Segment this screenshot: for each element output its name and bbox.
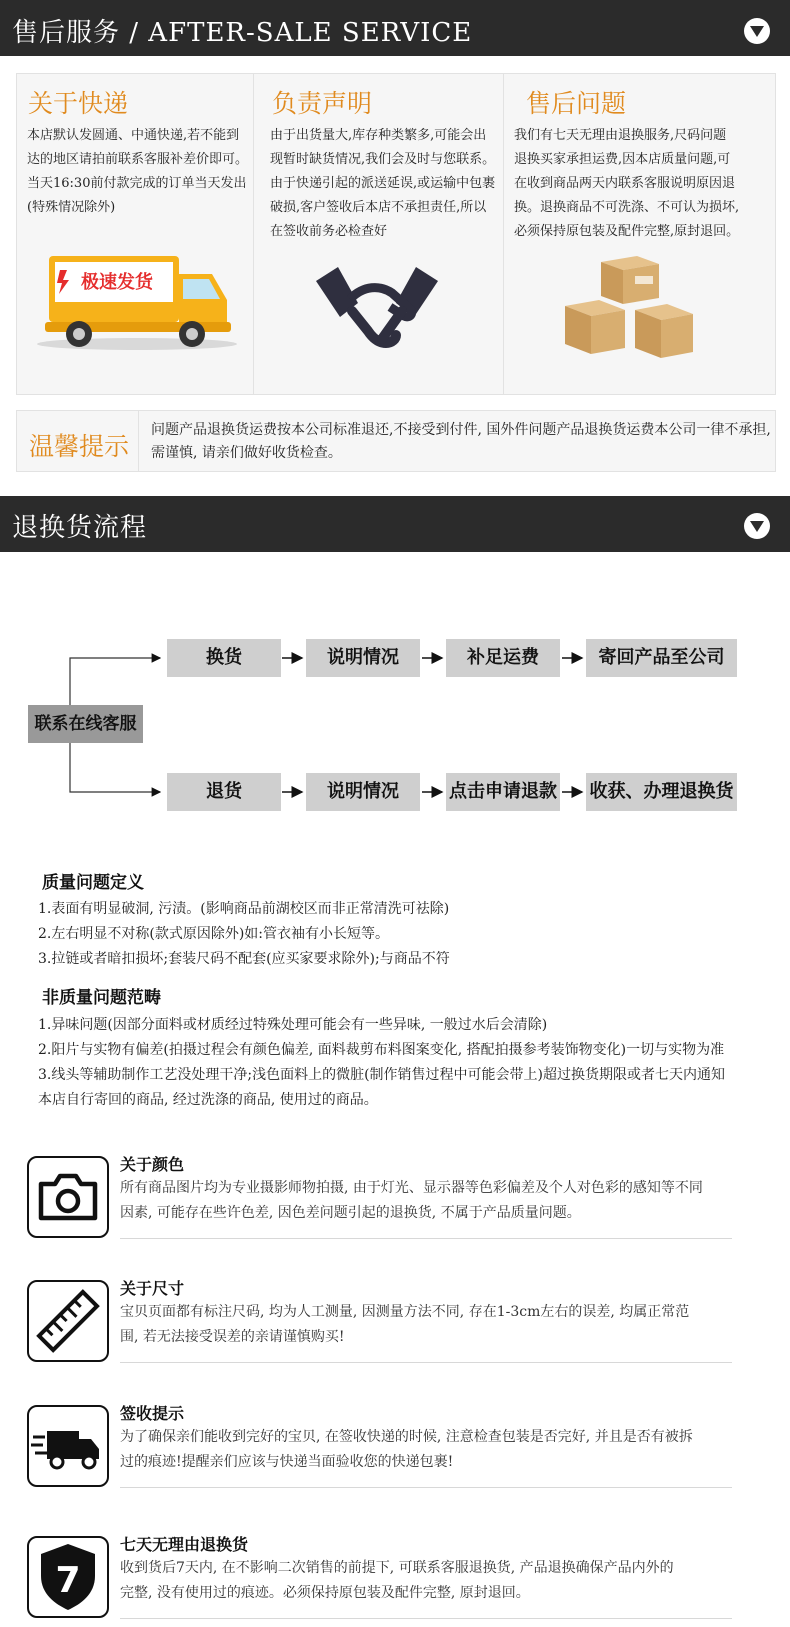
express-truck-icon xyxy=(27,244,242,354)
non-quality-item: 1.异味问题(因部分面料或材质经过特殊处理可能会有一些异味, 一般过水后会清除) xyxy=(38,1017,548,1033)
quality-item: 2.左右明显不对称(款式原因除外)如:管衣袖有小长短等。 xyxy=(38,926,389,942)
card-text-size: 宝贝页面都有标注尺码, 均为人工测量, 因测量方法不同, 存在1-3cm左右的误差, 均属正常范 围, 若无法接受误差的亲请谨慎购买! xyxy=(120,1304,690,1345)
divider xyxy=(120,1238,732,1239)
disclaimer-column xyxy=(254,74,504,394)
card-text-color: 所有商品图片均为专业摄影师物拍摄, 由于灯光、显示器等色彩偏差及个人对色彩的感知等不同 因素, 可能存在些许色差, 因色差问题引起的退换货, 不属于产品质量问题。 xyxy=(120,1180,703,1221)
express-text: 本店默认发圆通、中通快递,若不能到 达的地区请拍前联系客服补差价即可。 当天16:30前付款完成的订单当天发出 (特殊情况除外) xyxy=(27,128,249,215)
non-quality-item: 2.阳片与实物有偏差(拍摄过程会有颜色偏差, 面料裁剪布料图案变化, 搭配拍摄参考装饰物变化)一切与实物为准 xyxy=(38,1042,725,1058)
handshake-icon xyxy=(312,259,442,359)
delivery-truck-icon xyxy=(27,1405,109,1487)
after-sale-column xyxy=(504,74,775,394)
after-sale-info-panel xyxy=(16,73,776,395)
svg-text:7: 7 xyxy=(55,1560,81,1601)
flow-step-return: 退货 xyxy=(167,773,281,811)
express-title: 关于快递 xyxy=(28,89,129,118)
quality-item: 3.拉链或者暗扣损坏;套装尺码不配套(应买家要求除外);与商品不符 xyxy=(38,951,450,967)
warm-tip-panel xyxy=(16,410,776,472)
divider xyxy=(120,1618,732,1619)
after-sale-title: 售后服务 / AFTER-SALE SERVICE xyxy=(12,18,473,48)
contact-service-box: 联系在线客服 xyxy=(28,705,143,743)
disclaimer-text: 由于出货量大,库存种类繁多,可能会出 现暂时缺货情况,我们会及时与您联系。 由于快递引起的派送延误,或运输中包裹 破损,客户签收后本店不承担责任,所以 在签收前务必检查好 xyxy=(270,128,496,239)
warm-tip-title: 温馨提示 xyxy=(29,432,130,461)
flow-step-pay-shipping: 补足运费 xyxy=(446,639,560,677)
after-sale-issue-text: 我们有七天无理由退换服务,尺码问题 退换买家承担运费,因本店质量问题,可 在收到商品两天内联系客服说明原因退 换。退换商品不可洗涤、不可认为损坏, 必须保持原包装及配件完整,原封退回。 xyxy=(514,128,740,239)
divider xyxy=(138,411,139,471)
camera-icon xyxy=(27,1156,109,1238)
divider xyxy=(120,1487,732,1488)
after-sale-header-bar xyxy=(0,0,790,56)
chevron-down-icon[interactable] xyxy=(744,18,770,44)
flow-step-exchange: 换货 xyxy=(167,639,281,677)
quality-item: 1.表面有明显破洞, 污渍。(影响商品前湖校区而非正常清洗可祛除) xyxy=(38,901,450,917)
chevron-down-icon[interactable] xyxy=(744,513,770,539)
non-quality-title: 非质量问题范畴 xyxy=(42,988,161,1008)
disclaimer-title: 负责声明 xyxy=(272,89,373,118)
non-quality-item: 本店自行寄回的商品, 经过洗涤的商品, 使用过的商品。 xyxy=(38,1092,378,1108)
return-flow-header-bar xyxy=(0,496,790,552)
truck-label: 极速发货 xyxy=(81,272,153,293)
flow-step-send-back: 寄回产品至公司 xyxy=(586,639,737,677)
flow-step-receive: 收获、办理退换货 xyxy=(586,773,737,811)
warm-tip-text: 问题产品退换货运费按本公司标准退还,不接受到付件, 国外件问题产品退换货运费本公司一律不承担, 需谨慎, 请亲们做好收货检查。 xyxy=(151,422,771,461)
non-quality-item: 3.线头等辅助制作工艺没处理干净;浅色面料上的微脏(制作销售过程中可能会带上)超过换货期限或者七天内通知 xyxy=(38,1067,725,1083)
flow-step-explain: 说明情况 xyxy=(306,639,420,677)
return-flow-title: 退换货流程 xyxy=(12,513,148,543)
flow-step-apply-refund: 点击申请退款 xyxy=(446,773,560,811)
seven-shield-icon xyxy=(27,1536,109,1618)
quality-title: 质量问题定义 xyxy=(42,873,144,893)
divider xyxy=(120,1362,732,1363)
boxes-icon xyxy=(559,254,699,364)
express-column xyxy=(17,74,254,394)
ruler-icon xyxy=(27,1280,109,1362)
card-title-size: 关于尺寸 xyxy=(120,1279,185,1298)
after-sale-issue-title: 售后问题 xyxy=(526,89,627,118)
card-title-seven-day: 七天无理由退换货 xyxy=(120,1535,249,1554)
card-text-seven-day: 收到货后7天内, 在不影响二次销售的前提下, 可联系客服退换货, 产品退换确保产品内外的 完整, 没有使用过的痕迹。必须保持原包装及配件完整, 原封退回。 xyxy=(120,1560,674,1601)
card-title-receipt: 签收提示 xyxy=(120,1404,185,1423)
flow-step-explain-2: 说明情况 xyxy=(306,773,420,811)
card-text-receipt: 为了确保亲们能收到完好的宝贝, 在签收快递的时候, 注意检查包装是否完好, 并且是否有被拆 过的痕迹!提醒亲们应该与快递当面验收您的快递包裹! xyxy=(120,1429,693,1470)
card-title-color: 关于颜色 xyxy=(120,1155,185,1174)
